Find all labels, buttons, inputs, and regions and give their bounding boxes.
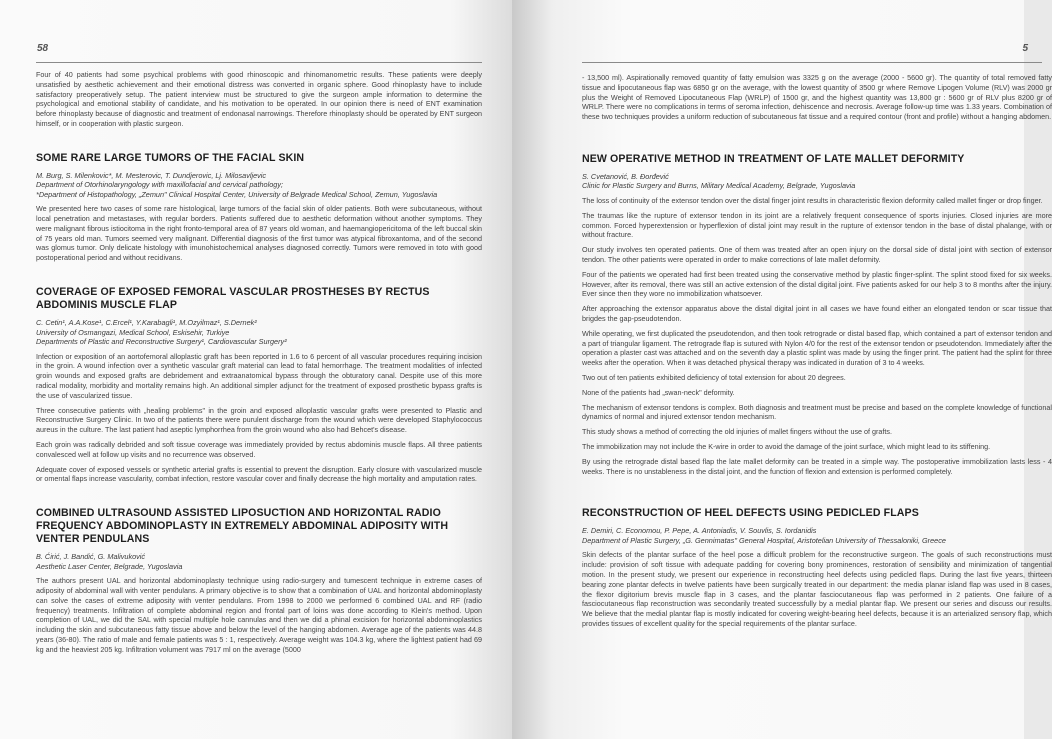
article-paragraph: We presented here two cases of some rare histological, large tumors of the facial skin of older patients. Both were subcutaneous, without local penetration and metastases, with regular borders. Patients suffered due to aesthetic deformation without another symptoms. They were malignant fibrous istiocitoma in the right fronto-temporal area of 87 years old woman, and haemangiopericitoma of the left buccal skin of 75 years old man. Tumors seemed very malignant. Differential diagnosis of the first tumor was atypical fibroxantoma, and of the second was glomus tumor. Only delicate histology with imunohistochemical analyses diagnosed correctly. Tumors were removed in toto with good postoperational period and without recidivans. [36, 204, 482, 263]
article-paragraph: This study shows a method of correcting the old injuries of mallet fingers without the use of grafts. [582, 427, 893, 437]
article-paragraph: After approaching the extensor apparatus above the distal digital joint in all cases we have found either an elongated tendon or scar tissue that brigdes the gap-pseudotendon. [582, 304, 1052, 323]
right-page [512, 0, 1052, 739]
article-paragraph: The immobilization may not include the K-wire in order to avoid the damage of the joint surface, which might lead to its stiffening. [582, 441, 991, 451]
article-title: COMBINED ULTRASOUND ASSISTED LIPOSUCTION AND HORIZONTAL RADIO FREQUENCY ABDOMINOPLASTY IN EXTREMELY ABDOMINAL ADIPOSITY WITH VENTER PENDULANS [36, 507, 449, 546]
article-paragraph: While operating, we first duplicated the pseudotendon, and then took retrograde or distal based flap, which contained a part of extensor tendon and a part of triangular ligament. The retrograde flap is sutured with Nylon 4/0 for the rest of the extensor tendon or pseudotendon. Immediately after the operation a plaster cast was attached and on the seventh day a plastic splint was made by using the finger print. The patient had the splint for three weeks after the operation. When it was detached physical therapy was indicated in duration of 3 to 4 weeks. [582, 328, 1052, 368]
article-affiliation: Department of Otorhinolaryngology with maxillofacial and cervical pathology; [36, 180, 284, 190]
article-paragraph: The loss of continuity of the extensor tendon over the distal finger joint results in characteristic flexion deformity called mallet finger or drop finger. [582, 195, 1043, 205]
article-byline [582, 526, 1052, 545]
article-authors: C. Cetin¹, A.A.Kose¹, C.Ercel¹, Y.Karabagli¹, M.Ozyilmaz¹, S.Dernek² [36, 318, 257, 328]
article-paragraph: None of the patients had „swan-neck" deformity. [582, 387, 735, 397]
article-title: SOME RARE LARGE TUMORS OF THE FACIAL SKIN [36, 151, 305, 164]
article-paragraph: Our study involves ten operated patients. One of them was treated after an open injury on the dorsal side of distal joint with section of extensor tendon. The other patients were operated in order to make corrections of late mallet deformity. [582, 245, 1052, 264]
article-byline [36, 318, 482, 347]
article-authors: S. Cvetanović, B. Đorđević [582, 171, 669, 181]
article-paragraph: Two out of ten patients exhibited deficiency of total extension for about 20 degrees. [582, 372, 846, 382]
left-page [0, 0, 512, 739]
article-authors: B. Ćirić, J. Bandić, G. Malivuković [36, 552, 146, 562]
article-paragraph: Infection or exposition of an aortofemoral alloplastic graft has been reported in 1.6 to 6 percent of all vascular procedures requiring incision in the groin. A wound infection over a synthetic vascular graft material can lead to fatal hemorrhage. The treatment modalities of infected groin wounds and exposed grafts are debridement and extraanatomical bypass through the obturatory canal. Despite use of this more radical modality, morbidity and mortality remains high. An additional simpler adjunct for the treatment of exposed prosthetic bypass grafts is the use of vascularized tissue. [36, 351, 482, 400]
article-paragraph: Skin defects of the plantar surface of the heel pose a difficult problem for the reconstructive surgeon. The goals of such reconstructions must include: provision of soft tissue with adequate padding for covering bony prominences, restoration of sensibility and minimization of tangential motion. In the present study, we present our experience in reconstructing heel defects using pedicled flaps. During the last five years, thirteen bearing zone plantar defects in twelve patients have been surgically treated in our department: the media planar island flap was used in 8 cases, the flexor digitorium brevis muscle flap in 3 cases, and the plantar fasciocutaneous flap was performed in 2 patients. One failure of a fasciocutaneous flap reconstruction was secondarily treated successfully by a medial plantar flap. We present our series and discuss our results. We believe that the medial plantar flap is mostly indicated for covering weight-bearing heel defects, because it is an arterialized sensory flap, which provides tissues of excellent quality for the special requirements of the plantar surface. [582, 550, 1052, 628]
article-title: COVERAGE OF EXPOSED FEMORAL VASCULAR PROSTHESES BY RECTUS ABDOMINIS MUSCLE FLAP [36, 286, 430, 312]
header-rule [36, 62, 482, 63]
left-column [36, 70, 482, 660]
header-rule [582, 62, 1042, 63]
continuation-paragraph: - 13,500 ml). Aspirationally removed quantity of fatty emulsion was 3325 g on the average (2000 - 5600 gr). The quantity of total removed fatty tissue and lipocutaneous flap was 6850 gr on the average, with the lowest quantity of 3500 gr where Remove Lipogen Volume (RLV) was 2000 gr plus the Weight of Removed Lipocutaneous Flap (WRLP) of 1500 gr, and the highest quantity was 13,800 gr : 5600 gr of RLV plus 8200 gr of WRLP. There were no complications in terms of seroma infection, dehiscence and necrosis. Average follow-up time was 1.33 years. Combination of these two techniques provides a uniform reduction of subcutaneous fat tissue and a required contour (front and profile) without a hanging abdomen. [582, 73, 1052, 122]
article-paragraph: The authors present UAL and horizontal abdominoplasty technique using radio-surgery and tumescent technique in extreme cases of adiposity of abdominal wall with venter pendulans. A primary objective is to show that a combination of UAL and horizontal abdominoplasty can solve the cases of extreme adiposity with venter pendulans. From 1998 to 2000 we performed 6 combined UAL and RF (radio frequency) treatments. Infiltration of complete abdominal region and frontal part of loins was done according to Klein's method. Upon completion of UAL, we did the SAL with special multiple hole cannulas and then we did a phinal excision for horizontal abdominoplastics including the skin and subcutaneous fatty tissue above and below the level of the hanging abdomen. Average age of the patients was 44.8 years (36-80). The ratio of male and female patients was 5 : 1, respectively. Average weight was 104.3 kg, where the lightest patient had 69 kg and the heaviest 205 kg. Infiltration volument was 7917 ml on the average (5000 [36, 576, 482, 654]
article-paragraph: The mechanism of extensor tendons is complex. Both diagnosis and treatment must be precise and based on the complete knowledge of functional dynamics of normal and injured extensor tendon mechanism. [582, 402, 1052, 422]
article-authors: M. Burg, S. Milenkovic*, M. Mesterovic, T. Dundjerovic, Lj. Milosavljevic [36, 170, 267, 180]
article-paragraph: Four of the patients we operated had first been treated using the conservative method by plastic finger-splint. The splint stood fixed for six weeks. However, after its removal, there was still an active extension of the distal digital joint. Five patients asked for our help 3 to 8 months after the injury. Ever since then they wore no immobilization whatsoever. [582, 269, 1052, 299]
intro-paragraph: Four of 40 patients had some psychical problems with good rhinoscopic and rhinomanometric results. These patients were deeply unsatisfied by aesthetic achievement and their emotional distress was converted in organic sphere. Good rhinoplasty have to include satisfactory preoperatively setup. The patient interview must be structured to give the surgeon ample information to determine the psychological and emotional stability of candidate, and his motivation to be operated. In our opinion there is need of ENT examination before rhinoplasty because of diagnostic and treatment of endonasal narrowings. Therefore rhinoplasty should be operated by ENT surgeon himself, or in cooperation with plastic surgeon. [36, 70, 482, 128]
article-affiliation: *Department of Histopathology, „Zemun" Clinical Hospital Center, University of Belgrade Medical School, Zemun, Yugoslavia [36, 189, 438, 199]
article-byline [36, 552, 482, 571]
page-number: 5 [1022, 43, 1028, 54]
article-byline [582, 172, 1052, 191]
article-paragraph: By using the retrograde distal based flap the late mallet deformity can be treated in a simple way. The postoperative immobilization lasts less - 4 weeks. There is no unstableness in the distal joint, and the function of flexion and extension is performed completely. [582, 456, 1052, 476]
article-title: NEW OPERATIVE METHOD IN TREATMENT OF LATE MALLET DEFORMITY [582, 152, 965, 165]
article-paragraph: Adequate cover of exposed vessels or synthetic arterial grafts is essential to prevent the disruption. Early closure with vascularized muscle or omental flaps increase vascularity, combat infection, restore vascular cover and finally decrease the high mortality and amputation rates. [36, 464, 482, 484]
article-authors: E. Demiri, C. Economou, P. Pepe, A. Antoniadis, V. Souvlis, S. Iordanidis [582, 526, 817, 536]
article-affiliation: University of Osmangazi, Medical School, Eskisehir, Turkiye [36, 327, 230, 337]
article-title: RECONSTRUCTION OF HEEL DEFECTS USING PEDICLED FLAPS [582, 507, 919, 520]
article-affiliation: Clinic for Plastic Surgery and Burns, Military Medical Academy, Belgrade, Yugoslavia [582, 181, 856, 191]
page-number: 58 [37, 43, 49, 54]
article-affiliation: Aesthetic Laser Center, Belgrade, Yugoslavia [36, 561, 183, 571]
right-column [582, 73, 1052, 634]
article-paragraph: Each groin was radically debrided and soft tissue coverage was immediately provided by rectus abdominis muscle flaps. All three patients convalesced well at follow up visits and no recurrence was observed. [36, 439, 482, 459]
article-byline [36, 171, 482, 200]
article-paragraph: Three consecutive patients with „healing problems" in the groin and exposed alloplastic vascular grafts were presented to Plastic and Reconstructive Surgery Clinic. In two of the patients there were purulent discharge from the wound which were developed Staphylococcus aureus in the culture. The last patient had aseptic lymphorrhea from the groin wound who also had Behcet's disease. [36, 405, 482, 435]
article-affiliation: Departments of Plastic and Reconstructive Surgery¹, Cardiovascular Surgery² [36, 337, 287, 347]
article-paragraph: The traumas like the rupture of extensor tendon in its joint are a relatively frequent consequence of sports injuries. Closed injuries are more common. Forced hyperextension or hyperflexion of distal joint may result in the rupture of extensor tendon in the base of distal phalange, with or without fracture. [582, 210, 1052, 240]
article-affiliation: Department of Plastic Surgery, „G. Gennimatas" General Hospital, Aristotelian University of Thessaloniki, Greece [582, 535, 946, 545]
